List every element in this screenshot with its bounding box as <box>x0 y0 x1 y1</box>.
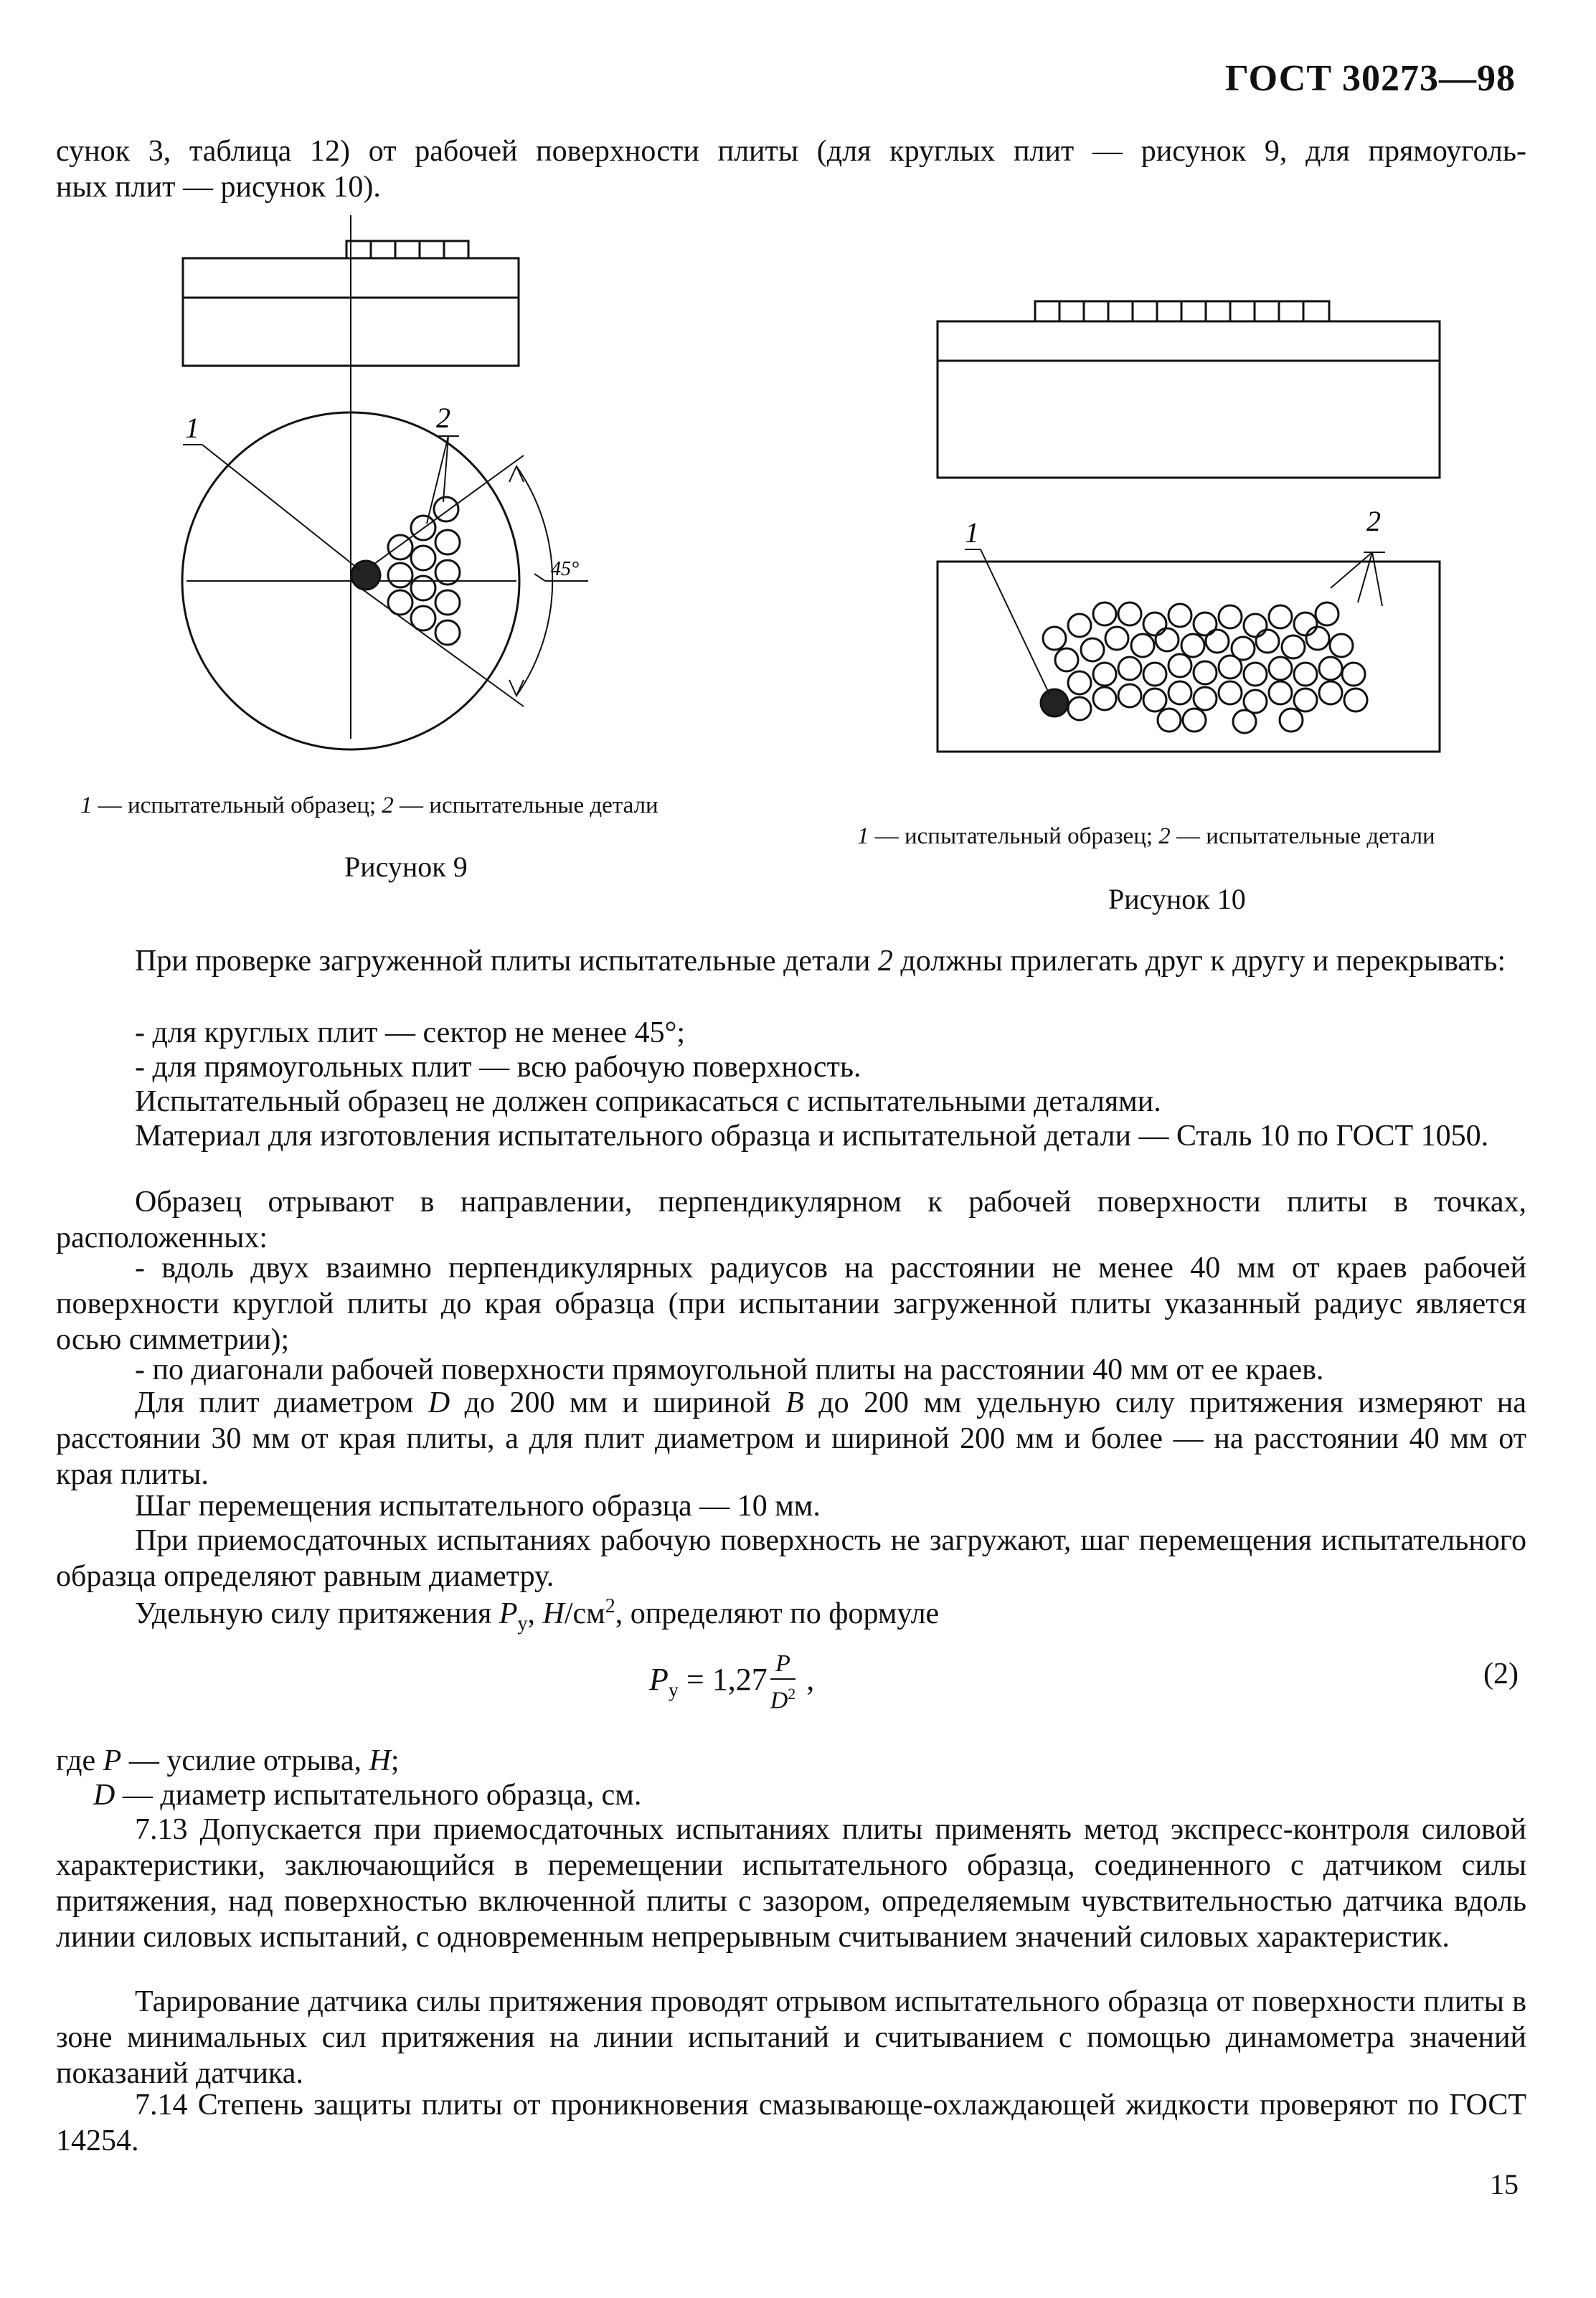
paragraph-acceptance: При приемосдаточных испытаниях рабочую поверхность не загружают, шаг перемещения испытательного образца определяют равным диаметру. <box>56 1524 1526 1593</box>
paragraph-distance: Для плит диаметром D до 200 мм и шириной B до 200 мм удельную силу притяжения измеряют на расстоянии 30 мм от края плиты, а для плит диаметром и шириной 200 мм и более — на расстоянии 40 мм от края плиты. <box>56 1386 1527 1491</box>
figure-9-title: Рисунок 9 <box>344 851 468 883</box>
document-code: ГОСТ 30273—98 <box>1224 58 1516 99</box>
paragraph-formula-intro: Удельную силу притяжения $P_у$, $Н/см^2$, определяют по формуле <box>135 1595 940 1635</box>
intro-line-1: сунок 3, таблица 12) от рабочей поверхности плиты (для круглых плит — рисунок 9, для прямоуголь- <box>56 135 1526 168</box>
fig10-label-2: 2 <box>1366 505 1381 537</box>
paragraph-overlap: При проверке загруженной плиты испытательные детали 2 должны прилегать друг к другу и перекрывать: <box>135 945 1506 978</box>
paragraph-material: Материал для изготовления испытательного образца и испытательной детали — Сталь 10 по ГОСТ 1050. <box>135 1120 1489 1153</box>
figure-10-title: Рисунок 10 <box>1108 883 1246 915</box>
figure-10-drawing <box>929 287 1460 775</box>
list-item-rect: - для прямоугольных плит — всю рабочую поверхность. <box>135 1051 861 1084</box>
figure-10-caption: 1 — испытательный образец; 2 — испытательные детали <box>857 823 1435 849</box>
intro-line-2: ных плит — рисунок 10). <box>56 171 381 204</box>
paragraph-calibration: Тарирование датчика силы притяжения проводят отрывом испытательного образца от поверхности плиты в зоне минимальных сил притяжения на линии испытаний и считыванием с помощью динамометра значений показаний датчика. <box>56 1985 1526 2090</box>
list-item-round: - для круглых плит — сектор не менее 45°; <box>135 1016 686 1049</box>
paragraph-no-contact: Испытательный образец не должен соприкасаться с испытательными деталями. <box>135 1085 1161 1118</box>
figure-9-drawing <box>143 208 603 753</box>
fig9-angle-label: 45° <box>551 558 580 580</box>
where-diameter: D — диаметр испытательного образца, см. <box>93 1779 642 1812</box>
paragraph-diagonal: - по диагонали рабочей поверхности прямоугольной плиты на расстоянии 40 мм от ее краев. <box>135 1353 1324 1386</box>
fig10-label-1: 1 <box>965 516 979 549</box>
fig9-label-2: 2 <box>436 402 450 434</box>
where-force: где P — усилие отрыва, H; <box>56 1744 400 1777</box>
paragraph-step: Шаг перемещения испытательного образца — 10 мм. <box>135 1490 821 1523</box>
section-7-13: 7.13 Допускается при приемосдаточных испытаниях плиты применять метод экспресс-контроля силовой характеристики, заключающийся в перемещении испытательного образца, соединенного с датчиком силы притяжения, над поверхностью включенной плиты с зазором, определяемым чувствительностью датчика вдоль линии силовых испытаний, с одновременным непрерывным считыванием значений силовых характеристик. <box>56 1813 1526 1954</box>
paragraph-radii: - вдоль двух взаимно перпендикулярных радиусов на расстоянии не менее 40 мм от краев рабочей поверхности круглой плиты до края образца (при испытании загруженной плиты указанный радиус является осью симметрии); <box>56 1252 1526 1356</box>
page-number: 15 <box>1490 2168 1519 2200</box>
formula-number: (2) <box>1483 1658 1519 1691</box>
formula-2: $P_у = 1,27$ $\frac{P}{D^2}$ , <box>649 1650 815 1714</box>
section-7-14: 7.14 Степень защиты плиты от проникновения смазывающе-охлаждающей жидкости проверяют по ГОСТ 14254. <box>56 2089 1526 2157</box>
figure-9-caption: 1 — испытательный образец; 2 — испытательные детали <box>80 793 658 818</box>
fig9-label-1: 1 <box>185 412 199 444</box>
paragraph-detach: Образец отрывают в направлении, перпендикулярном к рабочей поверхности плиты в точках, расположенных: <box>56 1186 1526 1254</box>
